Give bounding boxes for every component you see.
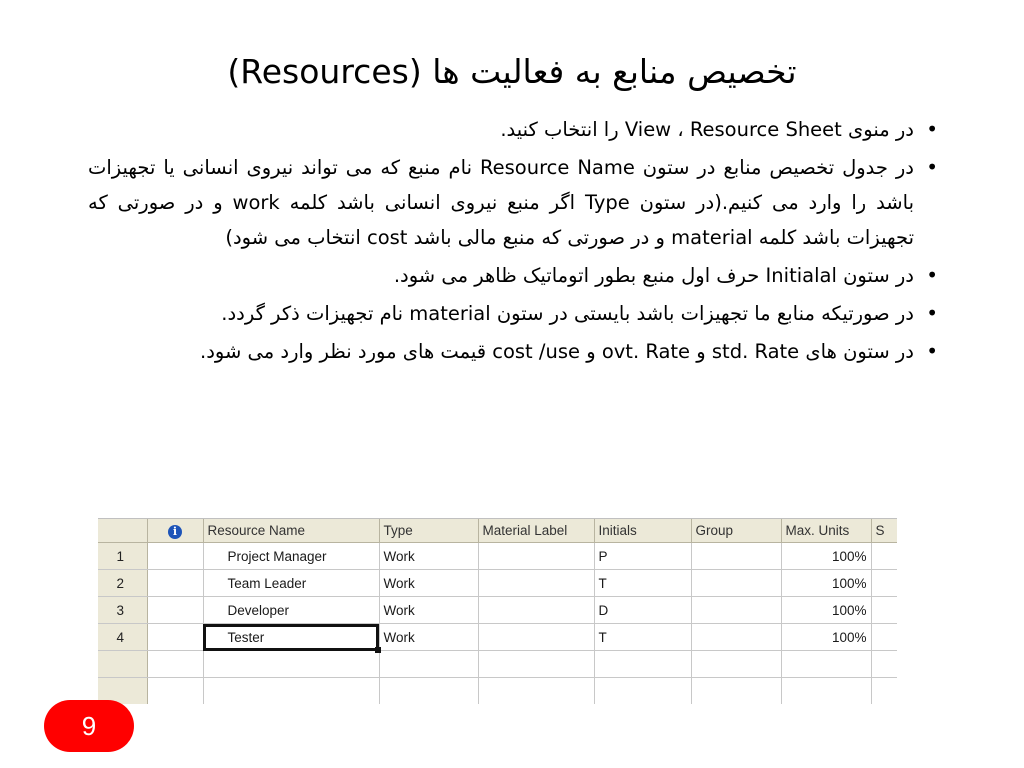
empty-cell[interactable] <box>871 678 897 705</box>
bullet-item <box>88 334 938 369</box>
col-header-resource-name[interactable]: Resource Name <box>203 519 379 543</box>
table-row <box>98 597 897 624</box>
std-rate-cell[interactable] <box>871 624 897 651</box>
bullet-dot: • <box>926 301 938 325</box>
page-number-badge: 9 <box>44 700 134 752</box>
bullet-text: در صورتیکه منابع ما تجهیزات باشد بایستی در ستون material نام تجهیزات ذکر گردد. <box>221 302 914 325</box>
col-header-type[interactable]: Type <box>379 519 478 543</box>
indicator-cell[interactable] <box>147 570 203 597</box>
col-header-max-units[interactable]: Max. Units <box>781 519 871 543</box>
empty-cell[interactable] <box>781 651 871 678</box>
table-row <box>98 543 897 570</box>
type-cell[interactable]: Work <box>379 624 478 651</box>
empty-cell[interactable] <box>691 678 781 705</box>
empty-cell[interactable] <box>147 678 203 705</box>
col-header-initials[interactable]: Initials <box>594 519 691 543</box>
std-rate-cell[interactable] <box>871 570 897 597</box>
table-row <box>98 624 897 651</box>
std-rate-cell[interactable] <box>871 597 897 624</box>
empty-cell[interactable] <box>781 678 871 705</box>
indicator-cell[interactable] <box>147 597 203 624</box>
resource-name-cell-selected[interactable]: Tester <box>203 624 379 651</box>
empty-cell[interactable] <box>203 651 379 678</box>
table-row <box>98 570 897 597</box>
type-cell[interactable]: Work <box>379 597 478 624</box>
material-label-cell[interactable] <box>478 543 594 570</box>
group-cell[interactable] <box>691 570 781 597</box>
fill-handle[interactable] <box>375 647 381 653</box>
max-units-cell[interactable]: 100% <box>781 570 871 597</box>
material-label-cell[interactable] <box>478 597 594 624</box>
bullet-text: در ستون های std. Rate و ovt. Rate و cost /use قیمت های مورد نظر وارد می شود. <box>200 340 914 363</box>
resource-name-cell[interactable]: Project Manager <box>203 543 379 570</box>
max-units-cell[interactable]: 100% <box>781 543 871 570</box>
empty-cell[interactable] <box>691 651 781 678</box>
col-header-info[interactable] <box>147 519 203 543</box>
group-cell[interactable] <box>691 597 781 624</box>
resource-sheet-table <box>98 519 897 704</box>
initials-cell[interactable]: D <box>594 597 691 624</box>
empty-cell[interactable] <box>203 678 379 705</box>
corner-cell[interactable] <box>98 519 147 543</box>
bullet-dot: • <box>926 117 938 141</box>
row-number[interactable]: 1 <box>98 543 147 570</box>
row-number[interactable] <box>98 651 147 678</box>
info-icon: i <box>168 525 182 539</box>
empty-cell[interactable] <box>379 651 478 678</box>
material-label-cell[interactable] <box>478 570 594 597</box>
bullet-dot: • <box>926 155 938 179</box>
std-rate-cell[interactable] <box>871 543 897 570</box>
initials-cell[interactable]: T <box>594 624 691 651</box>
bullet-text: در جدول تخصیص منابع در ستون Resource Name نام منبع که می تواند نیروی انسانی یا تجهیزات باشد را وارد می کنیم.(در ستون Type اگر منبع نیروی انسانی باشد کلمه work و در صورتی که تجهیزات باشد کلمه material و در صورتی که منبع مالی باشد cost انتخاب می شود) <box>88 156 915 249</box>
resource-name-cell[interactable]: Team Leader <box>203 570 379 597</box>
bullet-item <box>88 296 938 331</box>
group-cell[interactable] <box>691 543 781 570</box>
header-row <box>98 519 897 543</box>
bullet-text: در منوی View ، Resource Sheet را انتخاب کنید. <box>500 118 914 141</box>
resource-name-cell[interactable]: Developer <box>203 597 379 624</box>
row-number[interactable]: 2 <box>98 570 147 597</box>
initials-cell[interactable]: T <box>594 570 691 597</box>
bullet-dot: • <box>926 263 938 287</box>
slide-title: تخصیص منابع به فعالیت ها (Resources) <box>227 52 797 91</box>
table-row-empty <box>98 651 897 678</box>
indicator-cell[interactable] <box>147 624 203 651</box>
bullet-item <box>88 150 938 255</box>
row-number[interactable]: 4 <box>98 624 147 651</box>
resource-sheet-screenshot <box>98 518 897 704</box>
bullet-dot: • <box>926 339 938 363</box>
group-cell[interactable] <box>691 624 781 651</box>
max-units-cell[interactable]: 100% <box>781 624 871 651</box>
type-cell[interactable]: Work <box>379 570 478 597</box>
col-header-group[interactable]: Group <box>691 519 781 543</box>
empty-cell[interactable] <box>871 651 897 678</box>
empty-cell[interactable] <box>478 651 594 678</box>
col-header-std-rate[interactable]: S <box>871 519 897 543</box>
bullet-item <box>88 258 938 293</box>
type-cell[interactable]: Work <box>379 543 478 570</box>
empty-cell[interactable] <box>379 678 478 705</box>
initials-cell[interactable]: P <box>594 543 691 570</box>
table-row-empty <box>98 678 897 705</box>
empty-cell[interactable] <box>147 651 203 678</box>
max-units-cell[interactable]: 100% <box>781 597 871 624</box>
indicator-cell[interactable] <box>147 543 203 570</box>
empty-cell[interactable] <box>594 678 691 705</box>
col-header-material-label[interactable]: Material Label <box>478 519 594 543</box>
bullet-text: در ستون Initialal حرف اول منبع بطور اتوماتیک ظاهر می شود. <box>393 264 914 287</box>
material-label-cell[interactable] <box>478 624 594 651</box>
bullet-item <box>88 112 938 147</box>
row-number[interactable]: 3 <box>98 597 147 624</box>
empty-cell[interactable] <box>594 651 691 678</box>
bullet-list <box>88 112 938 372</box>
empty-cell[interactable] <box>478 678 594 705</box>
